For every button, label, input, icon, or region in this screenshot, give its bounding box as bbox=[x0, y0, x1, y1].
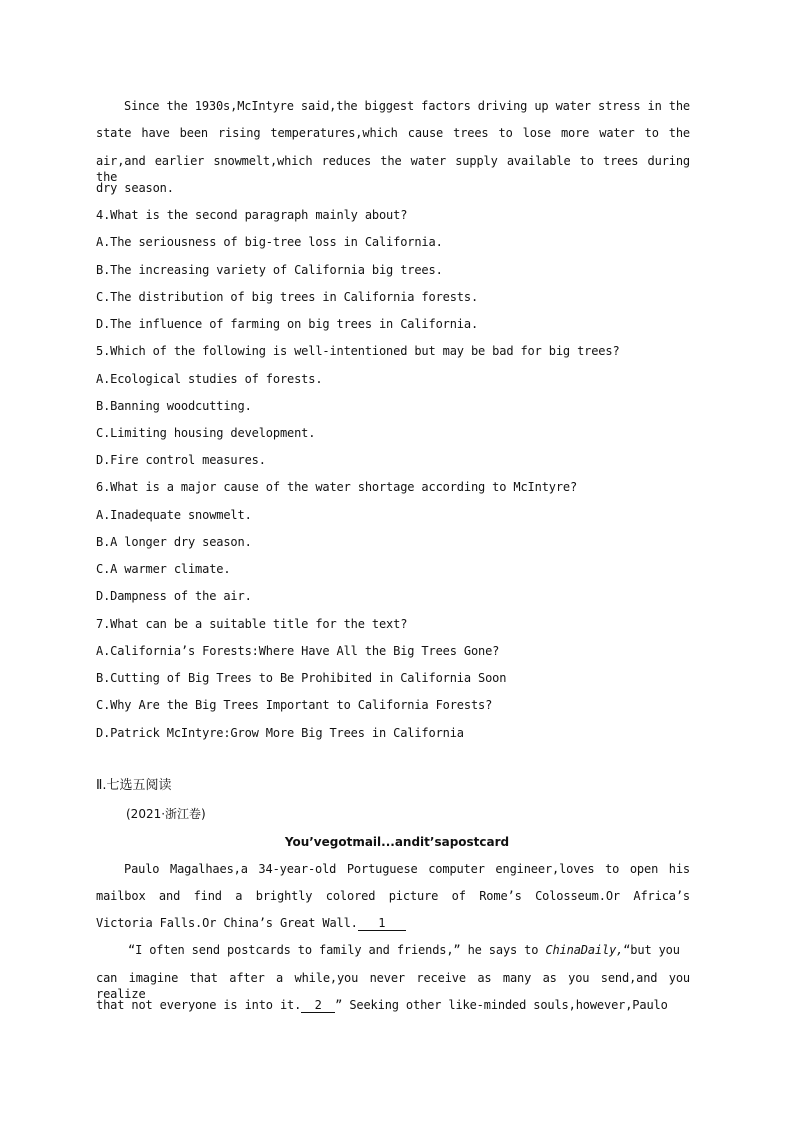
question-4-option-d: D.The influence of farming on big trees in California. bbox=[96, 317, 479, 331]
blank-2: 2 bbox=[301, 998, 335, 1013]
question-4-option-b: B.The increasing variety of California big trees. bbox=[96, 263, 443, 277]
article-p2-line-1-text: “I often send postcards to family and friends,” he says to bbox=[128, 943, 546, 957]
question-6-option-a: A.Inadequate snowmelt. bbox=[96, 508, 252, 522]
article-p2-line-3-text: that not everyone is into it. bbox=[96, 998, 302, 1012]
question-6-option-c: C.A warmer climate. bbox=[96, 562, 231, 576]
question-6-option-b: B.A longer dry season. bbox=[96, 535, 252, 549]
question-7-option-a: A.California’s Forests:Where Have All the Big Trees Gone? bbox=[96, 644, 500, 658]
passage-line-2: state have been rising temperatures,which cause trees to lose more water to the bbox=[96, 126, 690, 140]
question-4-stem: 4.What is the second paragraph mainly about? bbox=[96, 208, 408, 222]
article-p1-line-1: Paulo Magalhaes,a 34-year-old Portuguese computer engineer,loves to open his bbox=[124, 862, 690, 876]
article-p1-line-3 bbox=[96, 915, 406, 931]
question-6-stem: 6.What is a major cause of the water shortage according to McIntyre? bbox=[96, 480, 578, 494]
article-p2-line-3 bbox=[96, 997, 668, 1013]
question-5-option-a: A.Ecological studies of forests. bbox=[96, 372, 323, 386]
question-4-option-c: C.The distribution of big trees in California forests. bbox=[96, 290, 479, 304]
question-7-option-d: D.Patrick McIntyre:Grow More Big Trees in California bbox=[96, 726, 464, 740]
question-7-stem: 7.What can be a suitable title for the text? bbox=[96, 617, 408, 631]
article-p2-line-1 bbox=[128, 942, 680, 958]
article-p1-line-2: mailbox and find a brightly colored picture of Rome’s Colosseum.Or Africa’s bbox=[96, 889, 690, 903]
section-source: (2021·浙江卷) bbox=[126, 807, 206, 821]
article-title: You’vegotmail...andit’sapostcard bbox=[284, 835, 510, 849]
article-p2-line-2: can imagine that after a while,you never receive as many as you send,and you realize bbox=[96, 971, 690, 1001]
passage-line-1: Since the 1930s,McIntyre said,the biggest factors driving up water stress in the bbox=[124, 99, 690, 113]
question-5-option-c: C.Limiting housing development. bbox=[96, 426, 316, 440]
question-5-option-b: B.Banning woodcutting. bbox=[96, 399, 252, 413]
question-5-stem: 5.Which of the following is well-intentioned but may be bad for big trees? bbox=[96, 344, 620, 358]
question-6-option-d: D.Dampness of the air. bbox=[96, 589, 252, 603]
passage-line-4: dry season. bbox=[96, 181, 174, 195]
section-heading: Ⅱ.七选五阅读 bbox=[96, 778, 172, 793]
article-p2-line-3-end: ” Seeking other like-minded souls,however,Paulo bbox=[335, 998, 668, 1012]
article-p2-line-1-end: “but you bbox=[623, 943, 680, 957]
question-7-option-c: C.Why Are the Big Trees Important to California Forests? bbox=[96, 698, 493, 712]
blank-1: 1 bbox=[358, 916, 406, 931]
question-5-option-d: D.Fire control measures. bbox=[96, 453, 266, 467]
passage-line-3: air,and earlier snowmelt,which reduces the water supply available to trees during the bbox=[96, 154, 690, 184]
question-7-option-b: B.Cutting of Big Trees to Be Prohibited in California Soon bbox=[96, 671, 507, 685]
question-4-option-a: A.The seriousness of big-tree loss in California. bbox=[96, 235, 443, 249]
newspaper-name: ChinaDaily, bbox=[545, 943, 624, 957]
article-p1-line-3-text: Victoria Falls.Or China’s Great Wall. bbox=[96, 916, 358, 930]
